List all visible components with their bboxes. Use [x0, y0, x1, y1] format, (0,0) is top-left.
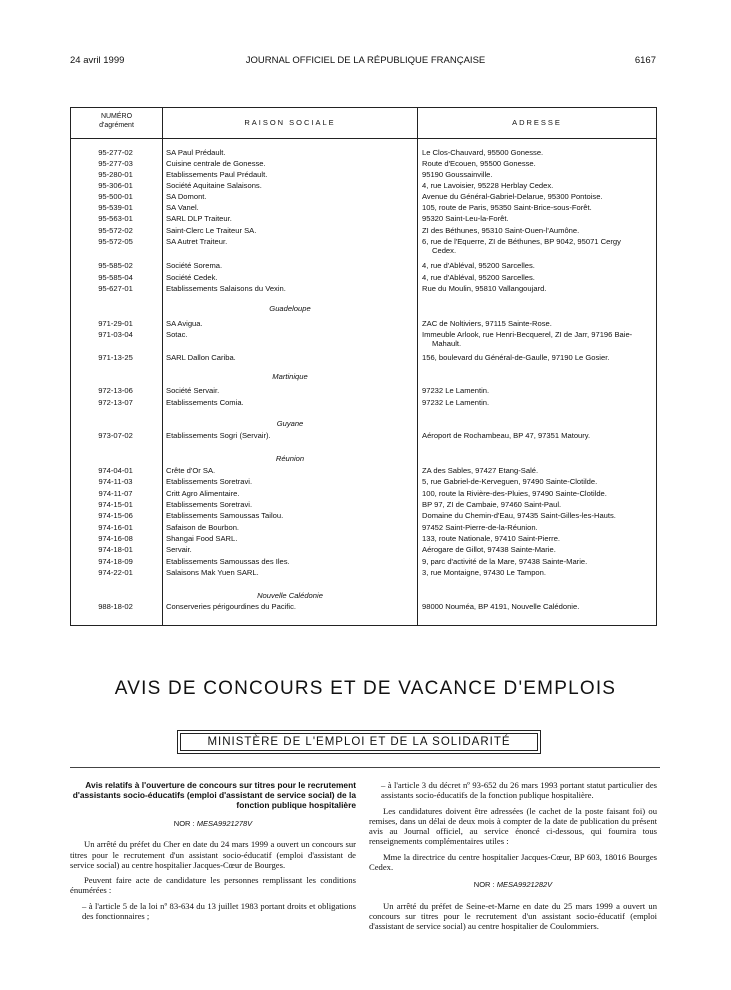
adresse-line: 95320 Saint-Leu-la-Forêt. — [422, 214, 509, 223]
raison-sociale: Cuisine centrale de Gonesse. — [166, 159, 266, 168]
raison-sociale: SA Autret Traiteur. — [166, 237, 228, 246]
adresse-line: Le Clos-Chauvard, 95500 Gonesse. — [422, 148, 544, 157]
left-column — [70, 780, 356, 926]
agrement-number: 95-306-01 — [98, 181, 133, 190]
agrement-number: 95-585-04 — [98, 273, 133, 282]
agrement-number: 971-13-25 — [98, 353, 133, 362]
table-divider — [417, 108, 418, 625]
raison-sociale: Etablissements Soretravi. — [166, 477, 253, 486]
agrement-number: 974-16-01 — [98, 523, 133, 532]
agrement-number: 972-13-06 — [98, 386, 133, 395]
raison-sociale: SARL Dallon Cariba. — [166, 353, 236, 362]
adresse-line: 4, rue d'Abléval, 95200 Sarcelles. — [422, 261, 535, 270]
agrement-number: 95-277-03 — [98, 159, 133, 168]
header-date: 24 avril 1999 — [70, 55, 125, 66]
column-header-numero — [71, 112, 162, 130]
adresse-line: 5, rue Gabriel-de-Kerveguen, 97490 Sainte-Clotilde. — [422, 477, 598, 486]
adresse-line: 4, rue Lavoisier, 95228 Herblay Cedex. — [422, 181, 554, 190]
adresse — [422, 353, 654, 362]
adresse — [422, 261, 654, 270]
adresse-line: Aéroport de Rochambeau, BP 47, 97351 Matoury. — [422, 431, 591, 440]
column-header-raison-sociale: RAISON SOCIALE — [244, 118, 336, 127]
agrement-number: 95-280-01 — [98, 170, 133, 179]
adresse — [422, 214, 654, 223]
nor-reference — [70, 819, 356, 829]
raison-sociale: Critt Agro Alimentaire. — [166, 489, 240, 498]
raison-sociale: SA Domont. — [166, 192, 207, 201]
agrement-number: 973-07-02 — [98, 431, 133, 440]
paragraph: – à l'article 5 de la loi nº 83-634 du 13 juillet 1983 portant droits et obligations des fonctionnaires ; — [82, 900, 356, 922]
adresse — [422, 159, 654, 168]
agrement-number: 988-18-02 — [98, 602, 133, 611]
ministry-banner — [177, 730, 541, 754]
adresse-line: Domaine du Chemin-d'Eau, 97435 Saint-Gilles-les-Hauts. — [422, 511, 616, 520]
raison-sociale: Etablissements Paul Prédault. — [166, 170, 268, 179]
right-column — [369, 780, 657, 937]
adresse — [422, 284, 654, 293]
nor-code: MESA9921278V — [196, 819, 253, 828]
adresse-line: Aérogare de Gillot, 97438 Sainte-Marie. — [422, 545, 556, 554]
adresse-line: 3, rue Montaigne, 97430 Le Tampon. — [422, 568, 546, 577]
raison-sociale: SA Vanel. — [166, 203, 199, 212]
adresse — [422, 602, 654, 611]
adresse-line: 4, rue d'Abléval, 95200 Sarcelles. — [422, 273, 535, 282]
adresse-line: 156, boulevard du Général-de-Gaulle, 97190 Le Gosier. — [422, 353, 610, 362]
adresse-line: Avenue du Général-Gabriel-Delarue, 95300 Pontoise. — [422, 192, 603, 201]
nor-reference — [369, 880, 657, 890]
adresse — [422, 237, 654, 255]
agrement-number: 974-04-01 — [98, 466, 133, 475]
agrement-number: 974-22-01 — [98, 568, 133, 577]
paragraph: Un arrêté du préfet de Seine-et-Marne en date du 25 mars 1999 a ouvert un concours sur titres pour le recrutement d'un assistant socio-éducatif (emploi d'assistant de service social) au centre hospitalier de Coulommiers. — [369, 900, 657, 932]
nor-label: NOR : — [173, 819, 195, 828]
agrement-number: 972-13-07 — [98, 398, 133, 407]
table-header-rule — [71, 138, 656, 139]
paragraph: – à l'article 3 du décret nº 93-652 du 26 mars 1993 portant statut particulier des assistants socio-éducatifs de la fonction publique hospitalière. — [381, 780, 657, 801]
adresse-line: Immeuble Arlook, rue Henri-Becquerel, ZI de Jarr, 97196 Baie- — [422, 330, 633, 339]
nor-label: NOR : — [473, 880, 495, 890]
adresse — [422, 431, 654, 440]
region-heading: Nouvelle Calédonie — [257, 591, 323, 600]
raison-sociale: Sotac. — [166, 330, 188, 339]
adresse — [422, 466, 654, 475]
agrement-number: 95-563-01 — [98, 214, 133, 223]
adresse — [422, 523, 654, 532]
adresse — [422, 557, 654, 566]
raison-sociale: Société Servair. — [166, 386, 220, 395]
adresse — [422, 489, 654, 498]
approval-table — [70, 107, 657, 626]
agrement-number: 971-03-04 — [98, 330, 133, 339]
agrement-number: 974-18-09 — [98, 557, 133, 566]
region-heading: Guadeloupe — [269, 304, 311, 313]
header-journal-title: JOURNAL OFFICIEL DE LA RÉPUBLIQUE FRANÇAISE — [245, 55, 486, 66]
adresse — [422, 319, 654, 328]
adresse — [422, 500, 654, 509]
adresse — [422, 148, 654, 157]
agrement-number: 974-15-01 — [98, 500, 133, 509]
adresse-line: BP 97, ZI de Cambaie, 97460 Saint-Paul. — [422, 500, 562, 509]
adresse — [422, 226, 654, 235]
agrement-number: 95-572-05 — [98, 237, 133, 246]
adresse-line: Rue du Moulin, 95810 Vallangoujard. — [422, 284, 547, 293]
agrement-number: 95-572-02 — [98, 226, 133, 235]
adresse — [422, 568, 654, 577]
adresse — [422, 386, 654, 395]
ministry-name: MINISTÈRE DE L'EMPLOI ET DE LA SOLIDARITÉ — [207, 736, 511, 748]
raison-sociale: Etablissements Samoussas Tailou. — [166, 511, 284, 520]
adresse-line: 97452 Saint-Pierre-de-la-Réunion. — [422, 523, 538, 532]
agrement-number: 95-539-01 — [98, 203, 133, 212]
adresse — [422, 477, 654, 486]
raison-sociale: Société Aquitaine Salaisons. — [166, 181, 262, 190]
agrement-number: 974-11-07 — [98, 489, 133, 498]
raison-sociale: Crête d'Or SA. — [166, 466, 216, 475]
raison-sociale: Shangai Food SARL. — [166, 534, 238, 543]
raison-sociale: Etablissements Sogri (Servair). — [166, 431, 271, 440]
raison-sociale: Société Cedek. — [166, 273, 218, 282]
agrement-number: 95-627-01 — [98, 284, 133, 293]
raison-sociale: Safaison de Bourbon. — [166, 523, 240, 532]
section-title: AVIS DE CONCOURS ET DE VACANCE D'EMPLOIS — [114, 678, 617, 699]
adresse-line: ZI des Béthunes, 95310 Saint-Ouen-l'Aumône. — [422, 226, 580, 235]
agrement-number: 974-18-01 — [98, 545, 133, 554]
column-header-adresse: ADRESSE — [512, 118, 562, 127]
raison-sociale: Salaisons Mak Yuen SARL. — [166, 568, 259, 577]
adresse-line: 105, route de Paris, 95350 Saint-Brice-sous-Forêt. — [422, 203, 592, 212]
adresse-line: 6, rue de l'Equerre, ZI de Béthunes, BP 9042, 95071 Cergy — [422, 237, 621, 246]
adresse-line: 133, route Nationale, 97410 Saint-Pierre. — [422, 534, 561, 543]
adresse — [422, 181, 654, 190]
adresse — [422, 511, 654, 520]
table-divider — [162, 108, 163, 625]
raison-sociale: Etablissements Soretravi. — [166, 500, 253, 509]
raison-sociale: Saint-Clerc Le Traiteur SA. — [166, 226, 257, 235]
raison-sociale: Société Sorema. — [166, 261, 223, 270]
region-heading: Guyane — [276, 419, 304, 428]
paragraph: Peuvent faire acte de candidature les personnes remplissant les conditions énumérées : — [70, 875, 356, 896]
adresse-line: Route d'Ecouen, 95500 Gonesse. — [422, 159, 536, 168]
adresse — [422, 192, 654, 201]
adresse — [422, 273, 654, 282]
raison-sociale: SARL DLP Traiteur. — [166, 214, 232, 223]
raison-sociale: Etablissements Salaisons du Vexin. — [166, 284, 286, 293]
adresse-line: ZAC de Noltiviers, 97115 Sainte-Rose. — [422, 319, 552, 328]
adresse-line: 97232 Le Lamentin. — [422, 398, 490, 407]
agrement-number: 95-500-01 — [98, 192, 133, 201]
raison-sociale: SA Paul Prédault. — [166, 148, 226, 157]
adresse — [422, 534, 654, 543]
raison-sociale: Servair. — [166, 545, 192, 554]
adresse-line: 100, route la Rivière-des-Pluies, 97490 Sainte-Clotilde. — [422, 489, 607, 498]
agrement-number: 974-16-08 — [98, 534, 133, 543]
raison-sociale: SA Avigua. — [166, 319, 203, 328]
section-separator — [70, 767, 660, 768]
raison-sociale: Etablissements Comia. — [166, 398, 244, 407]
adresse-line: 98000 Nouméa, BP 4191, Nouvelle Calédonie. — [422, 602, 580, 611]
agrement-number: 974-15-06 — [98, 511, 133, 520]
adresse — [422, 203, 654, 212]
column-header-numero-line2: d'agrément — [99, 122, 134, 129]
column-header-numero-line1: NUMÉRO — [100, 113, 133, 120]
raison-sociale: Conserveries périgourdines du Pacific. — [166, 602, 297, 611]
adresse — [422, 545, 654, 554]
paragraph: Un arrêté du préfet du Cher en date du 24 mars 1999 a ouvert un concours sur titres pour le recrutement d'un assistant socio-éducatif (emploi d'assistant de service social) au centre hospitalier Jacques-Cœur de Bourges. — [70, 839, 356, 870]
article-title: Avis relatifs à l'ouverture de concours sur titres pour le recrutement d'assistants socio-éducatifs (emploi d'assistant de service social) de la fonction publique hospitalière — [72, 780, 356, 810]
region-heading: Réunion — [275, 454, 305, 463]
header-page-number: 6167 — [634, 55, 656, 66]
agrement-number: 95-585-02 — [98, 261, 133, 270]
adresse — [422, 170, 654, 179]
agrement-number: 971-29-01 — [98, 319, 133, 328]
adresse-line: Cedex. — [432, 246, 457, 255]
adresse-line: 97232 Le Lamentin. — [422, 386, 490, 395]
raison-sociale: Etablissements Samoussas des Iles. — [166, 557, 290, 566]
adresse — [422, 330, 654, 348]
adresse-line: ZA des Sables, 97427 Etang-Salé. — [422, 466, 539, 475]
adresse-line: 9, parc d'activité de la Mare, 97438 Sainte-Marie. — [422, 557, 588, 566]
nor-code: MESA9921282V — [496, 880, 553, 890]
region-heading: Martinique — [272, 372, 308, 381]
adresse-line: Mahault. — [432, 339, 462, 348]
adresse — [422, 398, 654, 407]
paragraph: Les candidatures doivent être adressées (le cachet de la poste faisant foi) ou remises, dans un délai de deux mois à compter de la date de publication du présent avis au Journal officiel, au service énoncé ci-dessous, qui fournira tous renseignements complémentaires utiles : — [369, 805, 657, 847]
agrement-number: 95-277-02 — [98, 148, 133, 157]
paragraph: Mme la directrice du centre hospitalier Jacques-Cœur, BP 603, 18016 Bourges Cedex. — [369, 851, 657, 873]
agrement-number: 974-11-03 — [98, 477, 133, 486]
adresse-line: 95190 Goussainville. — [422, 170, 493, 179]
